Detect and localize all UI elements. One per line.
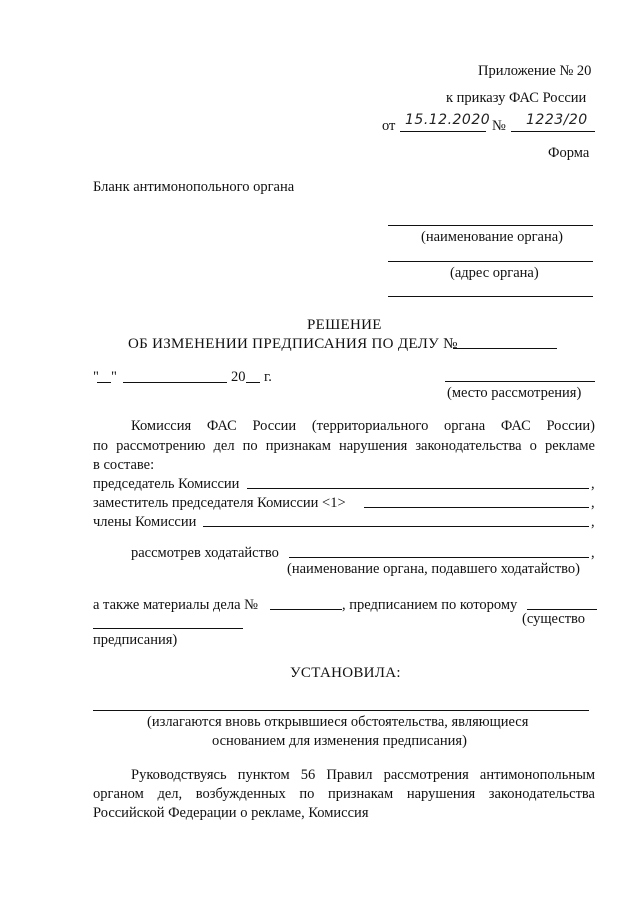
authority-name-line: [388, 225, 593, 226]
form-label: Форма: [548, 145, 590, 161]
petition-line: [289, 557, 589, 558]
commission-line-1: Комиссия ФАС России (территориального органа ФАС России): [131, 418, 595, 434]
authority-address-line: [388, 261, 593, 262]
appendix-label: Приложение № 20: [478, 63, 592, 79]
materials-caption-1: (существо: [522, 611, 586, 627]
handwritten-number: 1223/20: [526, 112, 588, 128]
deputy-label: заместитель председателя Комиссии <1>: [93, 495, 346, 511]
year-prefix: 20: [231, 369, 246, 385]
circumstances-caption-1: (излагаются вновь открывшиеся обстоятельства, являющиеся: [147, 714, 529, 730]
materials-essence-line: [527, 609, 597, 610]
petition-label: рассмотрев ходатайство: [131, 545, 279, 561]
chairman-comma: ,: [591, 476, 595, 492]
month-line: [123, 382, 227, 383]
chairman-line: [247, 488, 589, 489]
order-label: к приказу ФАС России: [446, 90, 587, 106]
guided-line-2: органом дел, возбужденных по признакам нарушения законодательства: [93, 786, 595, 802]
number-label: №: [492, 118, 506, 134]
quote-open: ": [93, 369, 99, 385]
deputy-comma: ,: [591, 495, 595, 511]
established-heading: УСТАНОВИЛА:: [290, 665, 401, 681]
guided-line-1: Руководствуясь пунктом 56 Правил рассмотрения антимонопольным: [131, 767, 595, 783]
document-title: РЕШЕНИЕ: [307, 317, 382, 333]
guided-line-3: Российской Федерации о рекламе, Комиссия: [93, 805, 369, 821]
commission-line-2: по рассмотрению дел по признакам нарушения законодательства о рекламе: [93, 438, 595, 454]
authority-extra-line: [388, 296, 593, 297]
materials-case-line: [270, 609, 342, 610]
date-underline: [400, 131, 486, 132]
document-subtitle: ОБ ИЗМЕНЕНИИ ПРЕДПИСАНИЯ ПО ДЕЛУ №: [128, 336, 458, 352]
petition-caption: (наименование органа, подавшего ходатайство): [287, 561, 580, 577]
members-label: члены Комиссии: [93, 514, 197, 530]
from-label: от: [382, 118, 396, 134]
circumstances-caption-2: основанием для изменения предписания): [212, 733, 467, 749]
chairman-label: председатель Комиссии: [93, 476, 240, 492]
day-line: [97, 382, 111, 383]
commission-line-3: в составе:: [93, 457, 155, 473]
year-line: [246, 382, 260, 383]
materials-text-1: а также материалы дела №: [93, 597, 258, 613]
circumstances-line: [93, 710, 589, 711]
authority-name-caption: (наименование органа): [421, 229, 563, 245]
blank-label: Бланк антимонопольного органа: [93, 179, 295, 195]
case-number-line: [453, 348, 557, 349]
materials-text-2: , предписанием по которому: [342, 597, 518, 613]
members-line: [203, 526, 589, 527]
quote-close: ": [111, 369, 117, 385]
place-line: [445, 381, 595, 382]
place-caption: (место рассмотрения): [447, 385, 582, 401]
materials-essence-line-2: [93, 628, 243, 629]
year-suffix: г.: [264, 369, 272, 385]
handwritten-date: 15.12.2020: [405, 112, 491, 128]
number-underline: [511, 131, 595, 132]
deputy-line: [364, 507, 589, 508]
petition-comma: ,: [591, 545, 595, 561]
authority-address-caption: (адрес органа): [450, 265, 539, 281]
materials-caption-2: предписания): [93, 632, 178, 648]
members-comma: ,: [591, 514, 595, 530]
